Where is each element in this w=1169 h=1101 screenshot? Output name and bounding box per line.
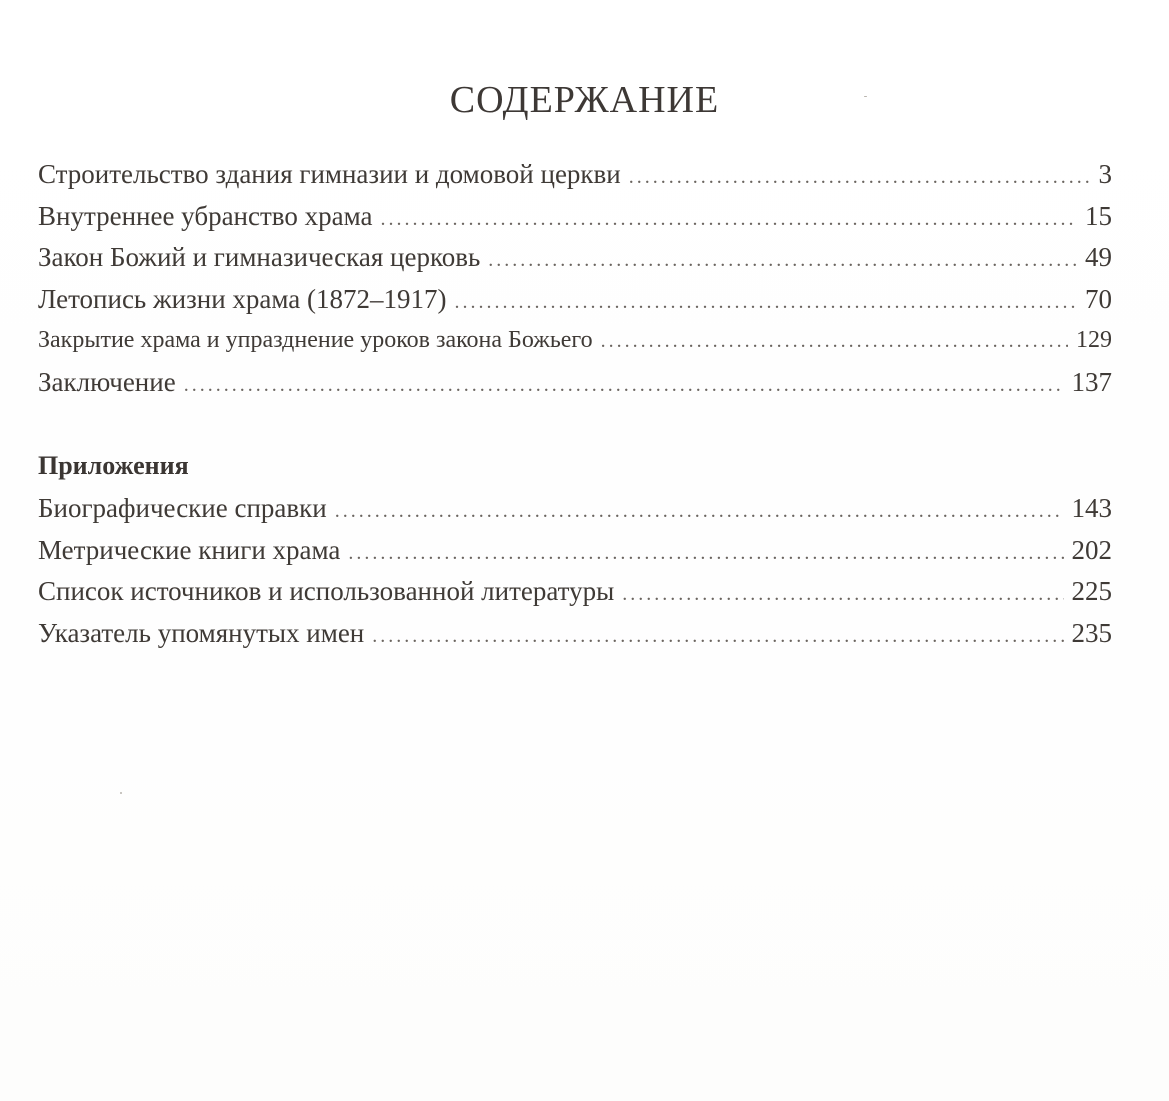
toc-entry-title: Указатель упомянутых имен (38, 617, 365, 648)
page-title: СОДЕРЖАНИЕ (449, 79, 720, 121)
toc-entry (38, 530, 1112, 572)
dot-leader (622, 574, 1063, 616)
toc-entry-title: Летопись жизни храма (1872–1917) (38, 283, 447, 314)
toc-entry (38, 154, 1112, 196)
toc-entry (38, 279, 1112, 321)
toc-entry-title: Закон Божий и гимназическая церковь (38, 242, 481, 273)
dot-leader (348, 533, 1063, 575)
toc-entry-page: 129 (1076, 327, 1112, 354)
dot-leader (488, 240, 1077, 282)
toc-entry-title: Закрытие храма и упразднение уроков закона Божьего (38, 327, 593, 354)
dot-leader (380, 199, 1077, 241)
dot-leader (629, 157, 1091, 199)
toc-entry-page: 137 (1071, 366, 1112, 397)
toc-entry-page: 3 (1098, 159, 1112, 189)
toc-entry (38, 196, 1112, 238)
toc-entry-title: Внутреннее убранство храма (38, 200, 373, 231)
toc-entry-page: 235 (1071, 617, 1112, 648)
toc-entry (38, 362, 1112, 404)
toc-entry-page: 202 (1071, 534, 1112, 565)
toc-entry-page: 143 (1071, 493, 1112, 523)
toc-entry (38, 571, 1112, 613)
dot-leader (372, 616, 1063, 658)
toc-entry-page: 70 (1085, 283, 1112, 314)
paper-speck (864, 96, 867, 97)
toc-entry-title: Заключение (38, 366, 176, 397)
toc-main-list (38, 154, 1112, 404)
toc-entry-title: Метрические книги храма (38, 534, 341, 565)
toc-entry-page: 49 (1085, 242, 1112, 273)
toc-appendix-list (38, 488, 1112, 654)
dot-leader (455, 282, 1077, 324)
paper-speck (120, 792, 122, 794)
toc-entry (38, 613, 1112, 655)
toc-entry (38, 320, 1112, 362)
toc-entry-page: 15 (1085, 200, 1112, 231)
dot-leader (335, 491, 1064, 533)
toc-entry-title: Список источников и использованной литературы (38, 576, 615, 607)
appendix-heading: Приложения (38, 451, 189, 480)
dot-leader (601, 321, 1068, 363)
toc-entry (38, 488, 1112, 530)
dot-leader (184, 365, 1064, 407)
toc-entry-title: Строительство здания гимназии и домовой церкви (38, 159, 621, 189)
toc-entry-page: 225 (1071, 576, 1112, 607)
toc-entry (38, 237, 1112, 279)
toc-entry-title: Биографические справки (38, 493, 327, 523)
